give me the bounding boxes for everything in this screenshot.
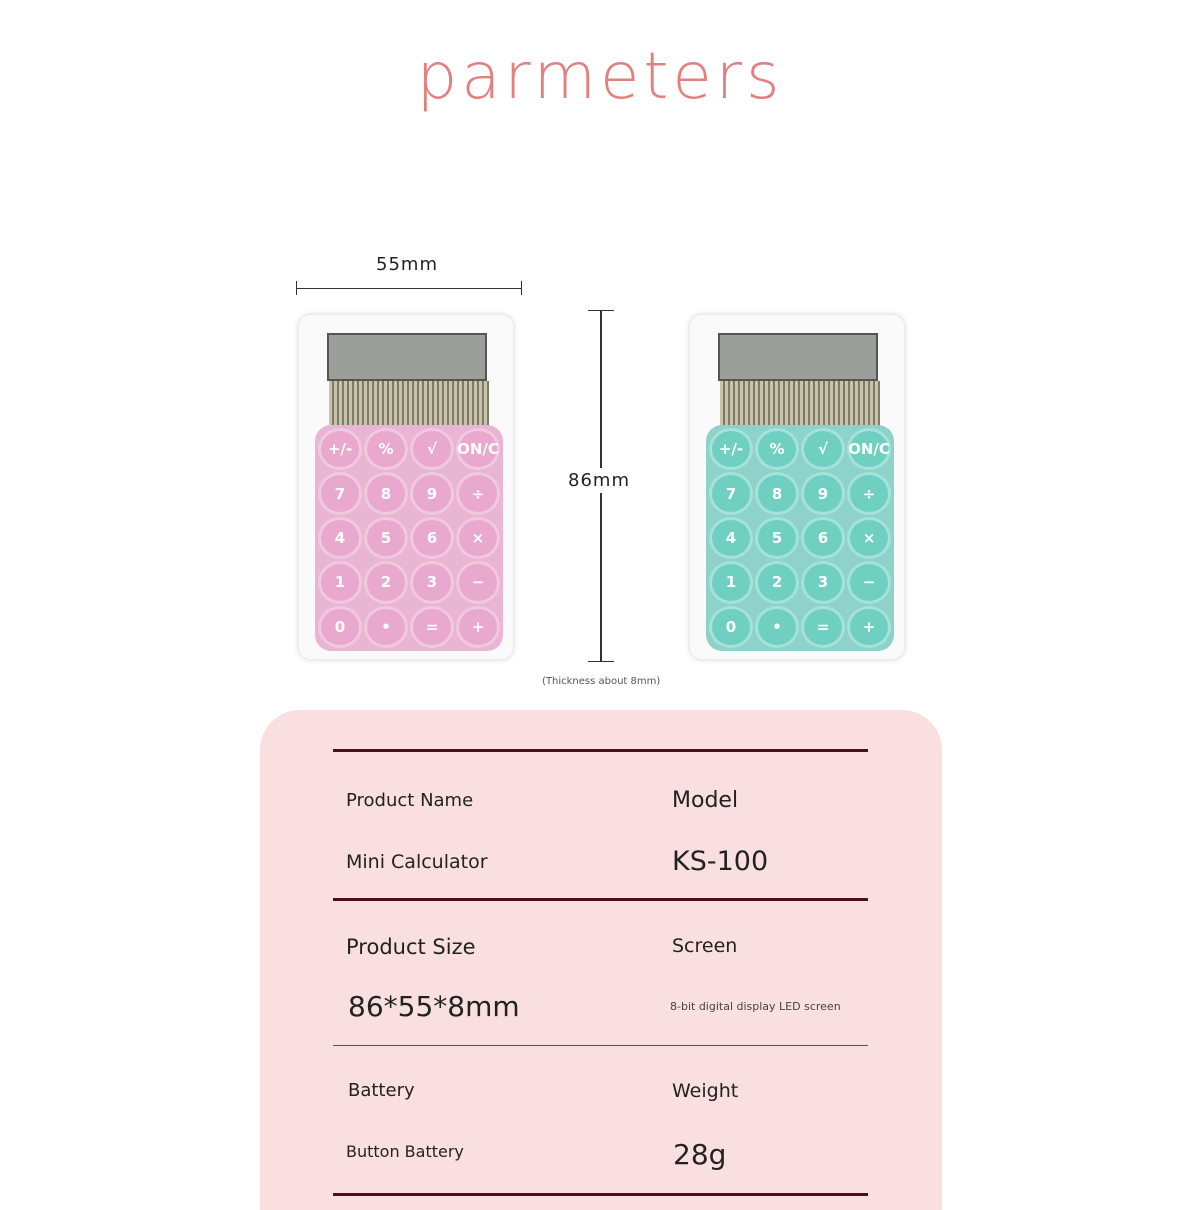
- calculator-key: 0: [318, 606, 362, 648]
- calculator-key: ×: [847, 517, 891, 559]
- calculator-key: ×: [456, 517, 500, 559]
- product-name-value: Mini Calculator: [346, 851, 488, 873]
- calculator-key: 9: [801, 472, 845, 514]
- tick: [588, 661, 614, 662]
- calculator-key: 4: [709, 517, 753, 559]
- calculator-key: +: [456, 606, 500, 648]
- calculator-key: ON/C: [456, 428, 500, 470]
- calculator-key: •: [755, 606, 799, 648]
- size-label: Product Size: [346, 935, 476, 959]
- calculator-key: 7: [318, 472, 362, 514]
- calculator-key: 4: [318, 517, 362, 559]
- lcd-screen: [718, 333, 878, 381]
- product-name-label: Product Name: [346, 790, 474, 811]
- calculator-key: 2: [755, 561, 799, 603]
- screen-value: 8-bit digital display LED screen: [670, 1000, 841, 1013]
- calculator-key: +/-: [709, 428, 753, 470]
- screen-label: Screen: [672, 935, 738, 957]
- calculator-key: 1: [318, 561, 362, 603]
- spec-panel: [260, 710, 942, 1210]
- keypad: [315, 425, 503, 651]
- calculator-key: 6: [801, 517, 845, 559]
- calculator-key: ÷: [847, 472, 891, 514]
- circuit: [329, 381, 489, 427]
- weight-value: 28g: [673, 1138, 727, 1171]
- calculator-pink: [297, 313, 515, 661]
- calculator-key: 6: [410, 517, 454, 559]
- calculator-key: 0: [709, 606, 753, 648]
- battery-label: Battery: [348, 1080, 415, 1101]
- calculator-key: ON/C: [847, 428, 891, 470]
- calculator-key: 8: [755, 472, 799, 514]
- calculator-key: 5: [755, 517, 799, 559]
- calculator-key: +: [847, 606, 891, 648]
- calculator-key: √: [410, 428, 454, 470]
- calculator-key: −: [847, 561, 891, 603]
- calculator-key: 3: [801, 561, 845, 603]
- width-dimension-line: [296, 288, 522, 289]
- calculator-key: =: [410, 606, 454, 648]
- tick: [521, 281, 522, 295]
- calculator-key: •: [364, 606, 408, 648]
- calculator-teal: [688, 313, 906, 661]
- weight-label: Weight: [672, 1080, 739, 1102]
- divider: [333, 898, 868, 901]
- tick: [296, 281, 297, 295]
- battery-value: Button Battery: [346, 1142, 464, 1161]
- model-label: Model: [672, 788, 739, 813]
- thickness-note: (Thickness about 8mm): [542, 676, 661, 687]
- divider: [333, 749, 868, 752]
- calculator-key: %: [364, 428, 408, 470]
- calculator-key: 3: [410, 561, 454, 603]
- calculator-key: %: [755, 428, 799, 470]
- calculator-key: 1: [709, 561, 753, 603]
- circuit: [720, 381, 880, 427]
- lcd-screen: [327, 333, 487, 381]
- calculator-key: 7: [709, 472, 753, 514]
- model-value: KS-100: [672, 846, 769, 877]
- divider: [333, 1045, 868, 1046]
- keypad: [706, 425, 894, 651]
- width-label: 55mm: [376, 254, 438, 275]
- calculator-key: =: [801, 606, 845, 648]
- calculator-key: ÷: [456, 472, 500, 514]
- divider: [333, 1193, 868, 1196]
- calculator-key: 2: [364, 561, 408, 603]
- calculator-key: √: [801, 428, 845, 470]
- calculator-key: 8: [364, 472, 408, 514]
- calculator-key: 5: [364, 517, 408, 559]
- calculator-key: +/-: [318, 428, 362, 470]
- tick: [588, 310, 614, 311]
- height-label: 86mm: [568, 470, 630, 491]
- page-title: parmeters: [416, 40, 784, 114]
- calculator-key: −: [456, 561, 500, 603]
- size-value: 86*55*8mm: [348, 990, 520, 1023]
- calculator-key: 9: [410, 472, 454, 514]
